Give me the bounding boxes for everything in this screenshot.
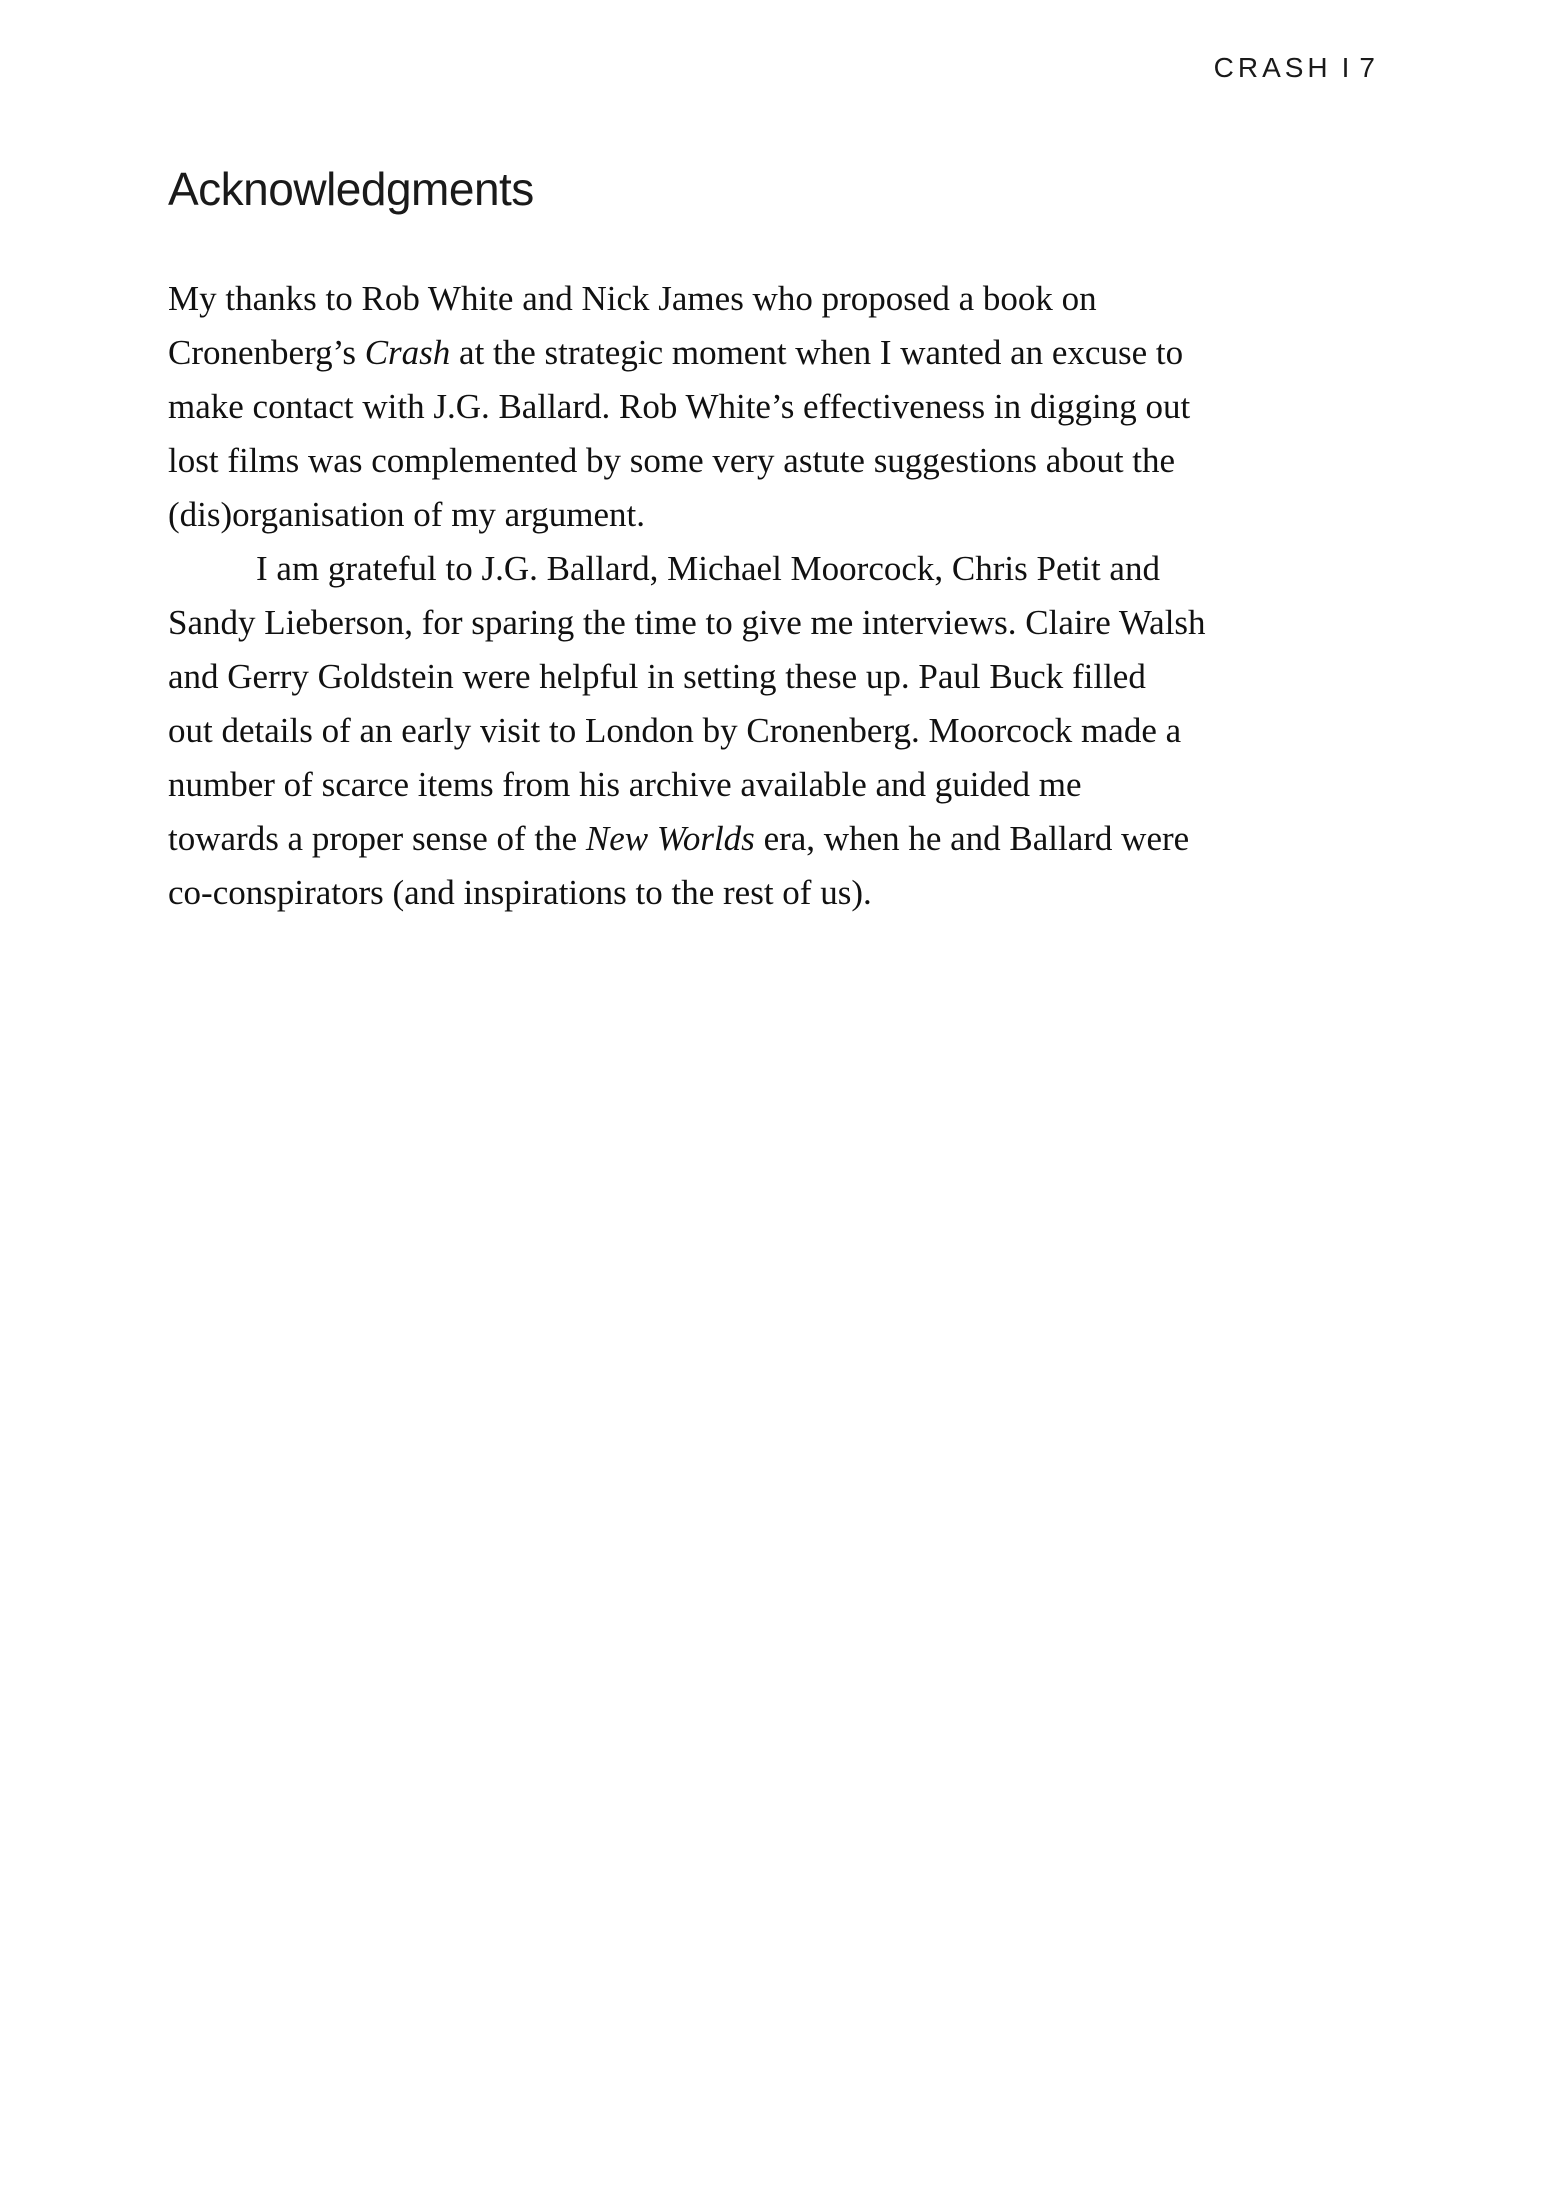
text-run: make contact with J.G. Ballard. Rob White’s effectiveness in digging out bbox=[168, 387, 1191, 426]
chapter-title: Acknowledgments bbox=[168, 163, 534, 215]
running-head-separator: I bbox=[1341, 52, 1350, 83]
text-run: co-conspirators (and inspirations to the rest of us). bbox=[168, 873, 872, 912]
paragraph-2-line-2 bbox=[168, 596, 1378, 650]
paragraph-1-line-4 bbox=[168, 434, 1378, 488]
paragraph-2-line-3 bbox=[168, 650, 1378, 704]
paragraph-2-line-5 bbox=[168, 758, 1378, 812]
acknowledgments-body bbox=[168, 272, 1378, 920]
paragraph-1-line-3 bbox=[168, 380, 1378, 434]
paragraph-1-line-5 bbox=[168, 488, 1378, 542]
text-run: lost films was complemented by some very astute suggestions about the bbox=[168, 441, 1176, 480]
paragraph-1-line-2 bbox=[168, 326, 1378, 380]
paragraph-2-line-4 bbox=[168, 704, 1378, 758]
text-run: towards a proper sense of the bbox=[168, 819, 586, 858]
paragraph-2-line-7 bbox=[168, 866, 1378, 920]
text-run: and Gerry Goldstein were helpful in setting these up. Paul Buck filled bbox=[168, 657, 1146, 696]
text-run: I am grateful to J.G. Ballard, Michael Moorcock, Chris Petit and bbox=[256, 549, 1160, 588]
text-run: era, when he and Ballard were bbox=[754, 819, 1190, 858]
text-run: Cronenberg’s bbox=[168, 333, 365, 372]
text-run: Sandy Lieberson, for sparing the time to give me interviews. Claire Walsh bbox=[168, 603, 1206, 642]
running-head bbox=[1214, 52, 1379, 84]
text-run: at the strategic moment when I wanted an excuse to bbox=[450, 333, 1184, 372]
book-title-crash: Crash bbox=[364, 333, 451, 372]
paragraph-2-line-6 bbox=[168, 812, 1378, 866]
paragraph-2-line-1 bbox=[168, 542, 1378, 596]
page-number: 7 bbox=[1359, 52, 1379, 83]
paragraph-1-line-1 bbox=[168, 272, 1378, 326]
text-run: My thanks to Rob White and Nick James who proposed a book on bbox=[168, 279, 1097, 318]
text-run: (dis)organisation of my argument. bbox=[168, 495, 645, 534]
running-head-title: CRASH bbox=[1213, 52, 1332, 83]
magazine-title-new-worlds: New Worlds bbox=[585, 819, 755, 858]
text-run: out details of an early visit to London by Cronenberg. Moorcock made a bbox=[168, 711, 1182, 750]
text-run: number of scarce items from his archive available and guided me bbox=[168, 765, 1082, 804]
